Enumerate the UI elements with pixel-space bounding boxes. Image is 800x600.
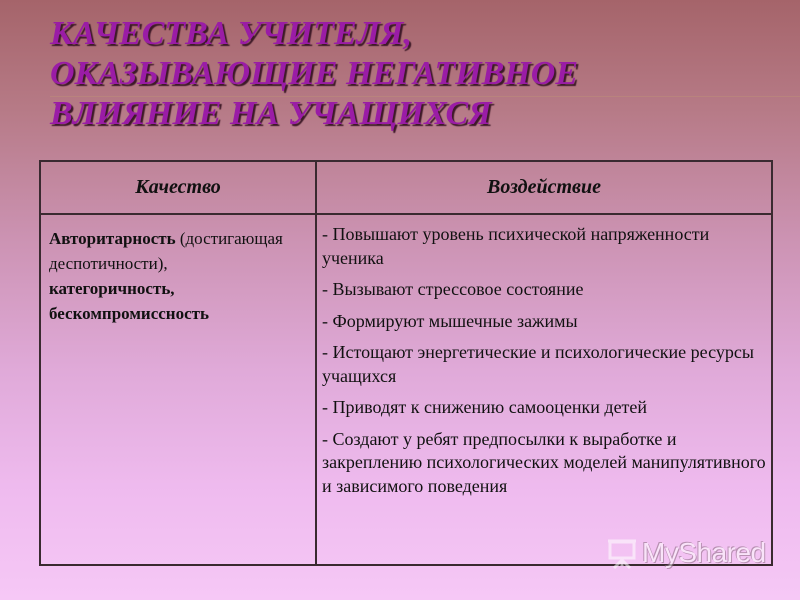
quality-authoritarian: Авторитарность	[49, 229, 176, 248]
quality-cell	[49, 226, 307, 326]
header-quality: Качество	[135, 176, 221, 198]
effect-item: - Формируют мышечные зажимы	[322, 310, 578, 331]
qualities-table	[39, 160, 773, 566]
watermark-text: MyShared	[642, 537, 766, 568]
quality-categorical: категоричность, бескомпромиссность	[49, 279, 209, 323]
column-divider	[315, 162, 317, 564]
table-header-row	[41, 162, 771, 215]
effect-item: - Создают у ребят предпосылки к выработке и закреплению психологических моделей манипулятивного и зависимого поведения	[322, 428, 766, 496]
slide-title	[50, 14, 770, 134]
title-line-3: ВЛИЯНИЕ НА УЧАЩИХСЯ	[50, 95, 492, 132]
quality-note: (достигающая деспотичности),	[49, 229, 283, 273]
watermark	[606, 536, 766, 570]
title-divider	[50, 96, 800, 97]
effect-item: - Приводят к снижению самооценки детей	[322, 397, 648, 417]
effect-item: - Вызывают стрессовое состояние	[322, 279, 584, 299]
effects-list	[322, 223, 767, 506]
effect-item: - Истощают энергетические и психологические ресурсы учащихся	[322, 342, 754, 386]
header-effect: Воздействие	[487, 176, 601, 198]
effect-item: - Повышают уровень психической напряженности ученика	[322, 224, 710, 268]
presentation-board-icon	[606, 536, 640, 570]
title-line-2: ОКАЗЫВАЮЩИЕ НЕГАТИВНОЕ	[50, 55, 579, 92]
title-line-1: КАЧЕСТВА УЧИТЕЛЯ,	[50, 15, 412, 52]
